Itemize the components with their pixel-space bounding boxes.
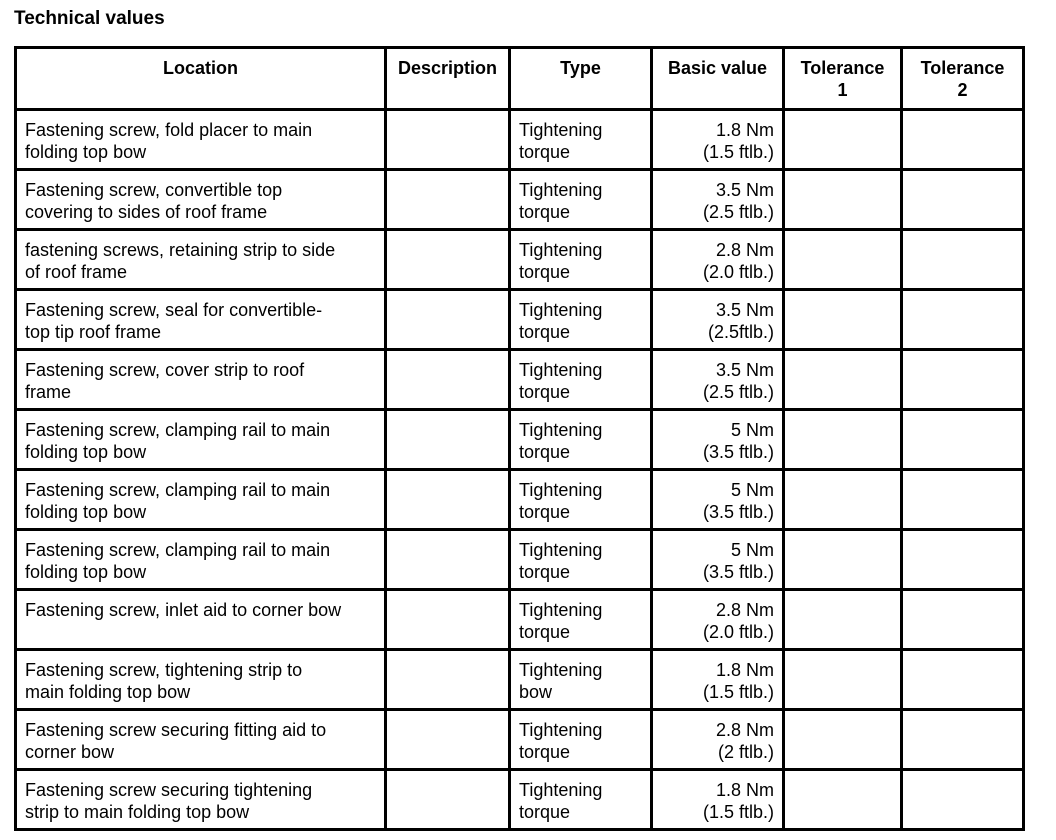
basic-value-imperial: (3.5 ftlb.)	[702, 562, 774, 582]
description-cell	[386, 230, 510, 290]
page-title: Technical values	[14, 8, 165, 29]
basic-value-metric: 5 Nm	[730, 540, 774, 560]
location-line-1: Fastening screw, seal for convertible-	[25, 300, 323, 320]
tolerance-1-cell	[784, 650, 902, 710]
type-line-2: torque	[519, 202, 571, 222]
basic-value-imperial: (2.5ftlb.)	[707, 322, 774, 342]
basic-value-cell	[652, 290, 784, 350]
type-line-1: Tightening	[519, 420, 603, 440]
type-line-2: torque	[519, 382, 571, 402]
header-tolerance-1-line1: Tolerance	[800, 58, 885, 78]
type-cell	[510, 530, 652, 590]
type-cell	[510, 650, 652, 710]
location-line-2: folding top bow	[25, 442, 147, 462]
description-cell	[386, 290, 510, 350]
tolerance-1-cell	[784, 350, 902, 410]
type-line-1: Tightening	[519, 480, 603, 500]
basic-value-metric: 1.8 Nm	[715, 780, 774, 800]
location-cell	[16, 170, 386, 230]
technical-values-table	[14, 46, 1025, 831]
table-row	[16, 590, 1024, 650]
tolerance-2-cell	[902, 350, 1024, 410]
basic-value-cell	[652, 230, 784, 290]
type-cell	[510, 110, 652, 170]
tolerance-1-cell	[784, 110, 902, 170]
header-tolerance-2	[902, 48, 1024, 110]
basic-value-cell	[652, 410, 784, 470]
type-line-1: Tightening	[519, 540, 603, 560]
type-line-2: torque	[519, 622, 571, 642]
basic-value-metric: 3.5 Nm	[715, 180, 774, 200]
location-line-2: covering to sides of roof frame	[25, 202, 268, 222]
table-header	[16, 48, 1024, 110]
basic-value-imperial: (1.5 ftlb.)	[702, 142, 774, 162]
location-cell	[16, 110, 386, 170]
table-row	[16, 470, 1024, 530]
location-line-2: of roof frame	[25, 262, 128, 282]
type-cell	[510, 290, 652, 350]
location-cell	[16, 530, 386, 590]
type-line-2: torque	[519, 442, 571, 462]
table-body	[16, 110, 1024, 830]
basic-value-metric: 5 Nm	[730, 420, 774, 440]
table-row	[16, 530, 1024, 590]
basic-value-metric: 1.8 Nm	[715, 120, 774, 140]
header-description: Description	[386, 48, 510, 110]
table-row	[16, 650, 1024, 710]
basic-value-imperial: (2.5 ftlb.)	[702, 202, 774, 222]
location-line-1: fastening screws, retaining strip to side	[25, 240, 336, 260]
table-row	[16, 710, 1024, 770]
tolerance-1-cell	[784, 530, 902, 590]
location-line-1: Fastening screw, convertible top	[25, 180, 283, 200]
header-basic-value: Basic value	[652, 48, 784, 110]
location-cell	[16, 290, 386, 350]
header-tolerance-2-line1: Tolerance	[920, 58, 1005, 78]
type-line-1: Tightening	[519, 120, 603, 140]
location-cell	[16, 350, 386, 410]
header-row	[16, 48, 1024, 110]
location-line-1: Fastening screw, clamping rail to main	[25, 420, 331, 440]
type-cell	[510, 170, 652, 230]
tolerance-2-cell	[902, 290, 1024, 350]
table-row	[16, 110, 1024, 170]
tolerance-1-cell	[784, 410, 902, 470]
type-line-2: bow	[519, 682, 553, 702]
location-line-2: frame	[25, 382, 72, 402]
description-cell	[386, 350, 510, 410]
basic-value-cell	[652, 530, 784, 590]
tolerance-2-cell	[902, 230, 1024, 290]
location-cell	[16, 650, 386, 710]
type-line-2: torque	[519, 262, 571, 282]
type-cell	[510, 470, 652, 530]
type-line-1: Tightening	[519, 360, 603, 380]
location-line-1: Fastening screw, tightening strip to	[25, 660, 303, 680]
type-line-1: Tightening	[519, 600, 603, 620]
location-cell	[16, 590, 386, 650]
basic-value-metric: 1.8 Nm	[715, 660, 774, 680]
location-line-1: Fastening screw, cover strip to roof	[25, 360, 305, 380]
location-cell	[16, 770, 386, 830]
type-line-2: torque	[519, 802, 571, 822]
type-line-1: Tightening	[519, 240, 603, 260]
location-line-1: Fastening screw securing fitting aid to	[25, 720, 327, 740]
location-line-1: Fastening screw, inlet aid to corner bow	[25, 600, 342, 620]
description-cell	[386, 590, 510, 650]
tolerance-1-cell	[784, 710, 902, 770]
type-line-2: torque	[519, 502, 571, 522]
description-cell	[386, 530, 510, 590]
basic-value-cell	[652, 170, 784, 230]
location-line-1: Fastening screw, clamping rail to main	[25, 480, 331, 500]
location-line-1: Fastening screw, clamping rail to main	[25, 540, 331, 560]
location-line-2: top tip roof frame	[25, 322, 162, 342]
type-cell	[510, 350, 652, 410]
type-line-2: torque	[519, 142, 571, 162]
location-line-1: Fastening screw securing tightening	[25, 780, 313, 800]
location-line-2: main folding top bow	[25, 682, 191, 702]
table-row	[16, 230, 1024, 290]
basic-value-cell	[652, 350, 784, 410]
header-type: Type	[510, 48, 652, 110]
type-line-2: torque	[519, 742, 571, 762]
basic-value-metric: 3.5 Nm	[715, 300, 774, 320]
table-row	[16, 770, 1024, 830]
tolerance-1-cell	[784, 230, 902, 290]
basic-value-cell	[652, 590, 784, 650]
basic-value-imperial: (3.5 ftlb.)	[702, 502, 774, 522]
type-cell	[510, 770, 652, 830]
description-cell	[386, 710, 510, 770]
type-line-1: Tightening	[519, 780, 603, 800]
description-cell	[386, 650, 510, 710]
basic-value-metric: 2.8 Nm	[715, 600, 774, 620]
tolerance-2-cell	[902, 110, 1024, 170]
tolerance-2-cell	[902, 770, 1024, 830]
tolerance-2-cell	[902, 170, 1024, 230]
basic-value-cell	[652, 470, 784, 530]
location-cell	[16, 230, 386, 290]
header-tolerance-1	[784, 48, 902, 110]
type-cell	[510, 710, 652, 770]
header-location: Location	[16, 48, 386, 110]
description-cell	[386, 770, 510, 830]
basic-value-imperial: (1.5 ftlb.)	[702, 802, 774, 822]
basic-value-cell	[652, 650, 784, 710]
type-line-1: Tightening	[519, 660, 603, 680]
location-line-2: strip to main folding top bow	[25, 802, 250, 822]
tolerance-2-cell	[902, 590, 1024, 650]
location-cell	[16, 470, 386, 530]
location-line-1: Fastening screw, fold placer to main	[25, 120, 313, 140]
type-cell	[510, 230, 652, 290]
basic-value-cell	[652, 110, 784, 170]
basic-value-imperial: (2.0 ftlb.)	[702, 262, 774, 282]
location-line-2: folding top bow	[25, 502, 147, 522]
basic-value-imperial: (2.0 ftlb.)	[702, 622, 774, 642]
type-line-1: Tightening	[519, 300, 603, 320]
description-cell	[386, 470, 510, 530]
basic-value-metric: 2.8 Nm	[715, 720, 774, 740]
description-cell	[386, 410, 510, 470]
basic-value-metric: 3.5 Nm	[715, 360, 774, 380]
basic-value-imperial: (3.5 ftlb.)	[702, 442, 774, 462]
basic-value-cell	[652, 770, 784, 830]
location-cell	[16, 710, 386, 770]
tolerance-2-cell	[902, 710, 1024, 770]
location-line-2: folding top bow	[25, 562, 147, 582]
basic-value-metric: 5 Nm	[730, 480, 774, 500]
basic-value-metric: 2.8 Nm	[715, 240, 774, 260]
type-line-1: Tightening	[519, 720, 603, 740]
type-line-2: torque	[519, 562, 571, 582]
table-row	[16, 410, 1024, 470]
tolerance-2-cell	[902, 470, 1024, 530]
basic-value-imperial: (1.5 ftlb.)	[702, 682, 774, 702]
tolerance-1-cell	[784, 590, 902, 650]
table-row	[16, 290, 1024, 350]
basic-value-imperial: (2.5 ftlb.)	[702, 382, 774, 402]
tolerance-1-cell	[784, 470, 902, 530]
tolerance-1-cell	[784, 290, 902, 350]
table-row	[16, 170, 1024, 230]
tolerance-1-cell	[784, 770, 902, 830]
location-line-2: corner bow	[25, 742, 115, 762]
tolerance-1-cell	[784, 170, 902, 230]
header-tolerance-1-line2: 1	[837, 80, 848, 100]
header-tolerance-2-line2: 2	[957, 80, 968, 100]
basic-value-imperial: (2 ftlb.)	[717, 742, 774, 762]
description-cell	[386, 170, 510, 230]
tolerance-2-cell	[902, 410, 1024, 470]
type-line-2: torque	[519, 322, 571, 342]
tolerance-2-cell	[902, 530, 1024, 590]
location-line-2: folding top bow	[25, 142, 147, 162]
type-line-1: Tightening	[519, 180, 603, 200]
table-row	[16, 350, 1024, 410]
type-cell	[510, 590, 652, 650]
description-cell	[386, 110, 510, 170]
location-cell	[16, 410, 386, 470]
type-cell	[510, 410, 652, 470]
tolerance-2-cell	[902, 650, 1024, 710]
basic-value-cell	[652, 710, 784, 770]
